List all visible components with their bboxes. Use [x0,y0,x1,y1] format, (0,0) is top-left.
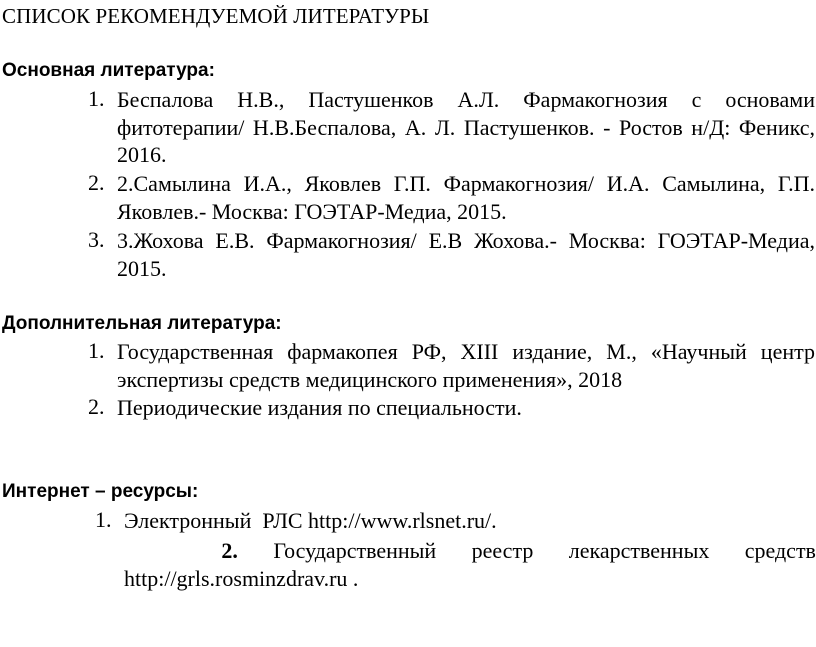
list-item [124,537,816,592]
list-item-word: средств [744,538,816,563]
list-item-link-text: http://grls.rosminzdrav.ru . [124,565,359,591]
document-title: СПИСОК РЕКОМЕНДУЕМОЙ ЛИТЕРАТУРЫ [2,4,430,28]
list-item-number: 2. [221,538,238,563]
list-item-number: 2. [88,394,105,419]
list-item-number: 3. [88,227,105,252]
list-item-text: Государственная фармакопея РФ, XIII издание, М., «Научный центр экспертизы средств медицинского применения», 2018 [117,339,815,392]
list-item-number: 1. [95,507,112,532]
list-item-number: 1. [88,338,105,363]
list-item-text: 3.Жохова Е.В. Фармакогнозия/ Е.В Жохова.- Москва: ГОЭТАР-Медиа, 2015. [117,228,815,281]
list-item-text: 2.Самылина И.А., Яковлев Г.П. Фармакогнозия/ И.А. Самылина, Г.П. Яковлев.- Москва: ГОЭТАР-Медиа, 2015. [117,171,815,224]
list-item-text: Периодические издания по специальности. [117,395,522,420]
list-item-text: Электронный РЛС http://www.rlsnet.ru/. [124,508,497,533]
additional-literature-heading: Дополнительная литература: [2,313,282,334]
main-literature-heading: Основная литература: [2,60,215,81]
internet-resources-heading: Интернет – ресурсы: [2,481,199,502]
list-item-first-line [124,537,816,565]
list-item-word: Государственный [273,538,437,563]
list-item-number: 2. [88,170,105,195]
list-item-word: лекарственных [568,538,710,563]
list-item-word: реестр [471,538,534,563]
list-item-number: 1. [88,86,105,111]
list-item-text: Беспалова Н.В., Пастушенков А.Л. Фармакогнозия с основами фитотерапии/ Н.В.Беспалова, А. Л. Пастушенков. - Ростов н/Д: Феникс, 2016. [117,87,815,168]
